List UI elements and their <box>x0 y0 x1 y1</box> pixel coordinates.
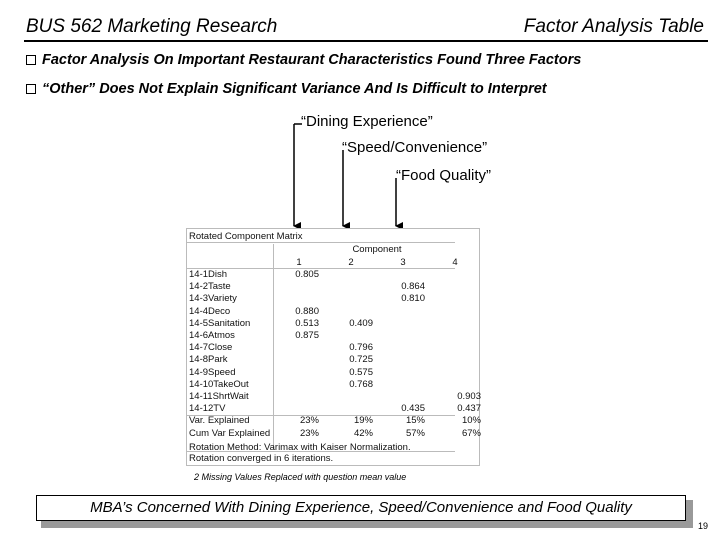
matrix-row-label: 14-12TV <box>189 403 226 415</box>
loading-cell: 0.875 <box>295 330 319 341</box>
loading-cell: 23% <box>299 427 319 439</box>
matrix-row-label: 14-10TakeOut <box>189 378 249 390</box>
component-header: Component <box>352 244 402 255</box>
matrix-divider <box>273 244 274 450</box>
factor-label-speed: “Speed/Convenience” <box>342 139 488 156</box>
loading-cell: 15% <box>405 415 425 427</box>
factor-label-food: “Food Quality” <box>396 167 492 184</box>
loading-cell: 0.880 <box>295 305 319 317</box>
loading-cell: 42% <box>353 427 373 439</box>
loading-cell: 0.796 <box>349 342 373 354</box>
rotation-note: Rotation converged in 6 iterations. <box>189 452 334 464</box>
loading-cell: 10% <box>461 415 481 427</box>
rotation-note: Rotation Method: Varimax with Kaiser Normalization. <box>189 441 411 453</box>
column-number: 3 <box>400 257 406 268</box>
arrow-dining <box>294 124 302 226</box>
rotated-component-matrix <box>186 228 480 466</box>
loading-cell: 0.725 <box>349 354 373 366</box>
matrix-row-label: 14-5Sanitation <box>189 317 251 329</box>
loading-cell: 19% <box>353 415 373 427</box>
loading-cell: 0.513 <box>295 317 319 329</box>
loading-cell: 0.435 <box>401 403 425 415</box>
matrix-rule <box>187 268 455 269</box>
column-number: 2 <box>348 257 354 268</box>
matrix-row-label: 14-2Taste <box>189 281 231 293</box>
matrix-rule <box>187 242 455 243</box>
loading-cell: 57% <box>405 427 425 439</box>
loading-cell: 0.805 <box>295 269 319 280</box>
column-number: 1 <box>296 257 302 268</box>
matrix-row-label: 14-9Speed <box>189 366 236 378</box>
loading-cell: 0.864 <box>401 281 425 293</box>
loading-cell: 0.810 <box>401 293 425 305</box>
summary-row-label: Var. Explained <box>189 415 250 427</box>
loading-cell: 0.437 <box>457 403 481 415</box>
matrix-row-label: 14-1Dish <box>189 269 228 280</box>
callout-box: MBA’s Concerned With Dining Experience, Speed/Convenience and Food Quality <box>36 495 686 521</box>
page-number: 19 <box>698 521 709 531</box>
matrix-row-label: 14-8Park <box>189 354 228 366</box>
matrix-row-label: 14-11ShrtWait <box>189 391 249 402</box>
bullet-text: “Other” Does Not Explain Significant Variance And Is Difficult to Interpret <box>42 81 547 97</box>
matrix-title: Rotated Component Matrix <box>189 231 303 242</box>
bullet-text: Factor Analysis On Important Restaurant Characteristics Found Three Factors <box>42 52 582 68</box>
summary-row-label: Cum Var Explained <box>189 427 271 439</box>
loading-cell: 0.409 <box>349 317 373 329</box>
loading-cell: 67% <box>461 427 481 439</box>
section-title: Factor Analysis Table <box>523 16 704 37</box>
footnote: 2 Missing Values Replaced with question mean value <box>194 472 407 482</box>
matrix-row-label: 14-6Atmos <box>189 330 235 341</box>
column-number: 4 <box>452 257 458 268</box>
loading-cell: 0.903 <box>457 391 481 402</box>
matrix-row-label: 14-7Close <box>189 342 233 354</box>
loading-cell: 0.768 <box>349 378 373 390</box>
matrix-row-label: 14-4Deco <box>189 305 231 317</box>
matrix-row-label: 14-3Variety <box>189 293 237 305</box>
loading-cell: 23% <box>299 415 319 427</box>
course-title: BUS 562 Marketing Research <box>26 16 278 37</box>
loading-cell: 0.575 <box>349 366 373 378</box>
factor-label-dining: “Dining Experience” <box>301 113 433 130</box>
